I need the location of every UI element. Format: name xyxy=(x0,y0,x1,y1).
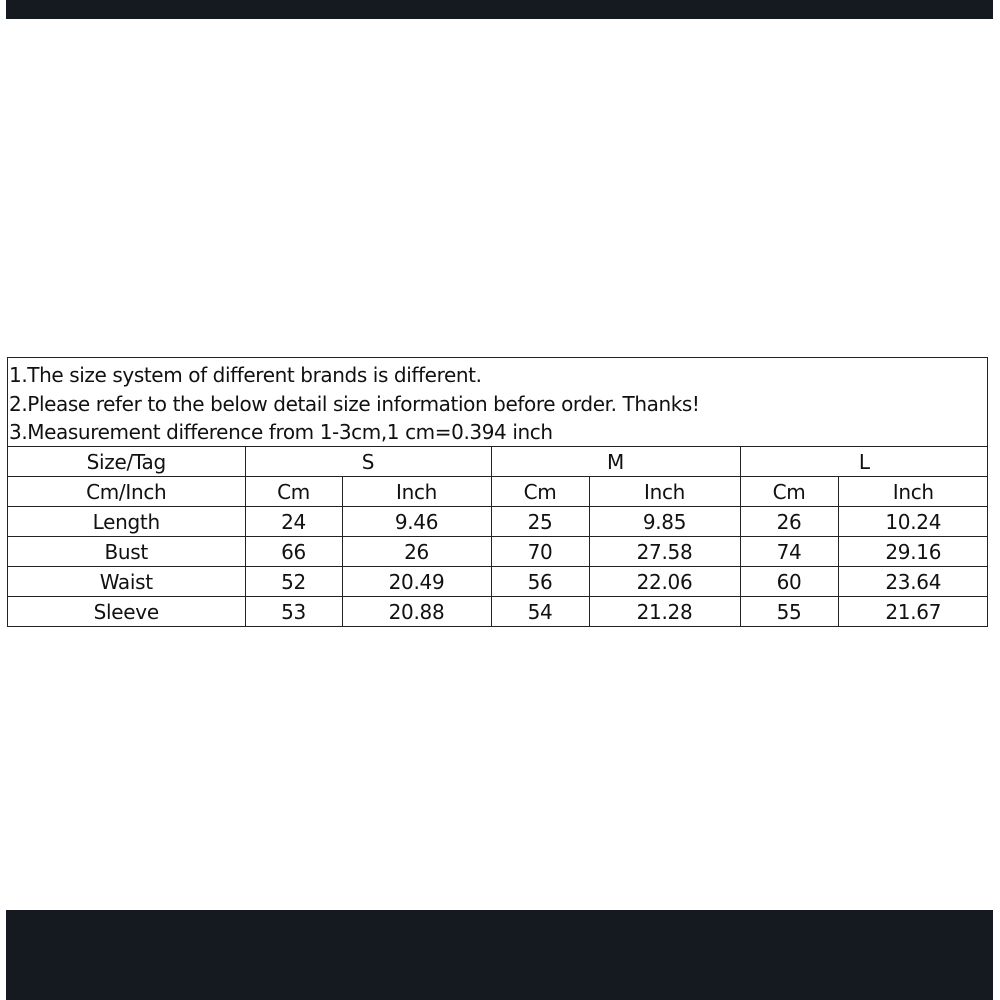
bottom-banner-bar xyxy=(6,910,993,1000)
table-cell: 53 xyxy=(245,597,342,627)
size-s-header: S xyxy=(245,447,491,477)
unit-cm-l: Cm xyxy=(740,477,838,507)
note-2: 2.Please refer to the below detail size information before order. Thanks! xyxy=(9,391,700,416)
table-row-sleeve xyxy=(8,597,988,627)
row-label: Bust xyxy=(8,537,245,567)
size-chart xyxy=(7,357,988,627)
table-cell: 21.28 xyxy=(589,597,740,627)
size-notes xyxy=(8,358,987,447)
table-cell: 54 xyxy=(491,597,589,627)
row-label: Waist xyxy=(8,567,245,597)
row-label: Length xyxy=(8,507,245,537)
table-cell: 26 xyxy=(342,537,491,567)
unit-inch-m: Inch xyxy=(589,477,740,507)
table-cell: 29.16 xyxy=(838,537,988,567)
table-cell: 52 xyxy=(245,567,342,597)
table-cell: 9.85 xyxy=(589,507,740,537)
table-cell: 24 xyxy=(245,507,342,537)
table-cell: 21.67 xyxy=(838,597,988,627)
table-cell: 66 xyxy=(245,537,342,567)
note-3: 3.Measurement difference from 1-3cm,1 cm=0.394 inch xyxy=(9,420,553,444)
table-cell: 23.64 xyxy=(838,567,988,597)
unit-inch-s: Inch xyxy=(342,477,491,507)
table-cell: 27.58 xyxy=(589,537,740,567)
unit-inch-l: Inch xyxy=(838,477,988,507)
unit-cm-m: Cm xyxy=(491,477,589,507)
table-cell: 74 xyxy=(740,537,838,567)
table-cell: 20.88 xyxy=(342,597,491,627)
size-m-header: M xyxy=(491,447,740,477)
table-cell: 20.49 xyxy=(342,567,491,597)
table-cell: 55 xyxy=(740,597,838,627)
table-cell: 9.46 xyxy=(342,507,491,537)
table-cell: 26 xyxy=(740,507,838,537)
table-row-bust xyxy=(8,537,988,567)
size-tag-label: Size/Tag xyxy=(86,449,166,474)
table-cell: 22.06 xyxy=(589,567,740,597)
size-table xyxy=(8,447,988,626)
table-cell: 60 xyxy=(740,567,838,597)
table-cell: 10.24 xyxy=(838,507,988,537)
note-1: 1.The size system of different brands is different. xyxy=(9,363,482,387)
table-cell: 70 xyxy=(491,537,589,567)
size-l-header: L xyxy=(740,447,988,477)
row-label: Sleeve xyxy=(8,597,245,627)
table-cell: 25 xyxy=(491,507,589,537)
table-cell: 56 xyxy=(491,567,589,597)
size-header-row xyxy=(8,447,988,477)
top-banner-bar xyxy=(6,0,993,19)
unit-header-row xyxy=(8,477,988,507)
unit-cm-s: Cm xyxy=(245,477,342,507)
unit-label: Cm/Inch xyxy=(8,477,245,507)
table-row-waist xyxy=(8,567,988,597)
table-row-length xyxy=(8,507,988,537)
